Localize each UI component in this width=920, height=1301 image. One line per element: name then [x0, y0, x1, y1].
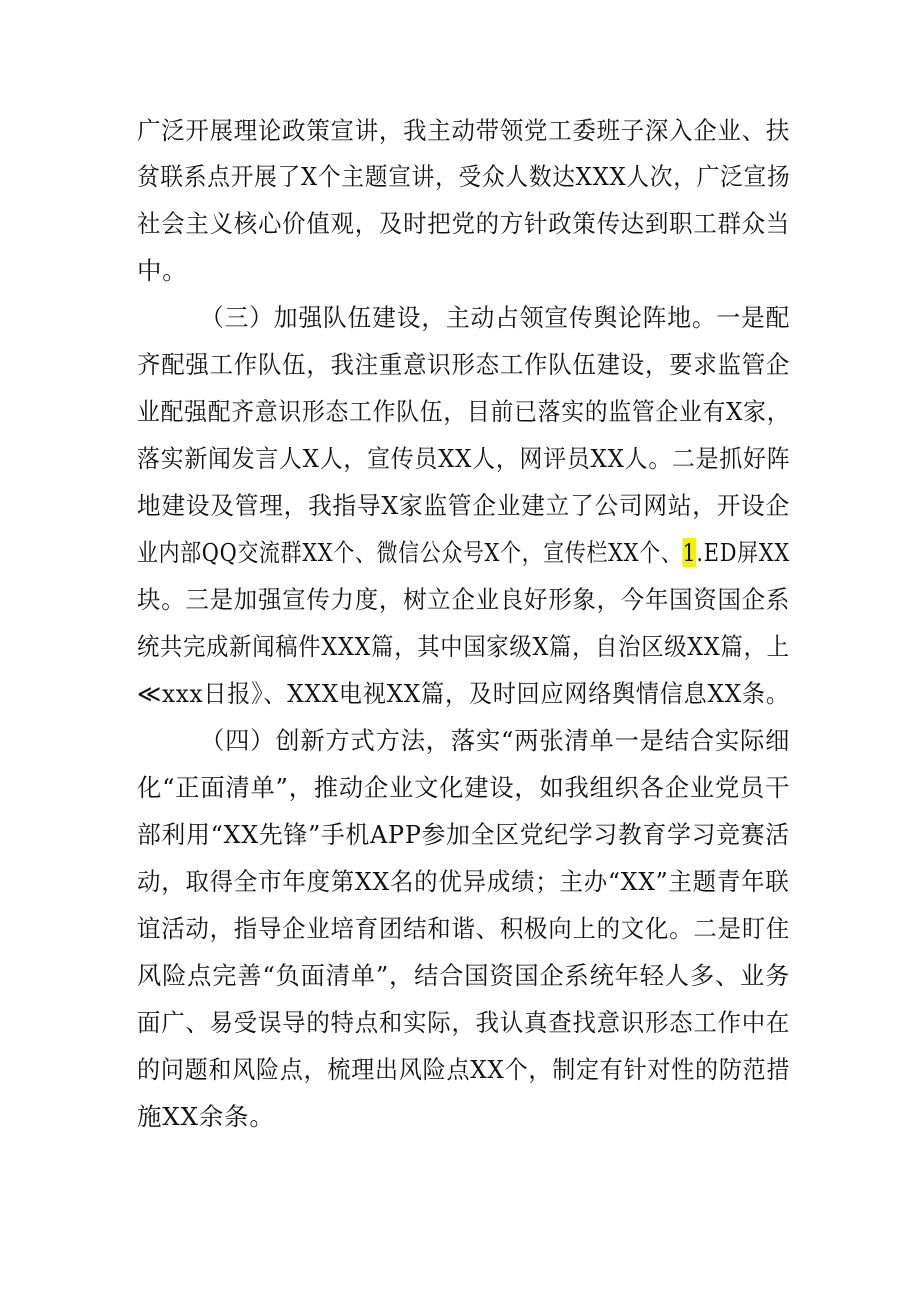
section-heading-line: （三）加强队伍建设，主动占领宣传舆论阵地。一是配	[200, 303, 791, 332]
text-line: 的问题和风险点，梳理出风险点XX个，制定有针对性的防范措	[137, 1055, 791, 1084]
line-text-after: .ED屏XX	[696, 538, 790, 567]
text-line: 谊活动，指导企业培育团结和谐、积极向上的文化。二是盯住	[137, 914, 791, 943]
line-text-before: 业内部QQ交流群XX个、微信公众号X个，宣传栏XX个、	[137, 538, 683, 567]
text-line: 地建设及管理，我指导X家监管企业建立了公司网站，开设企	[137, 491, 791, 520]
text-line: 社会主义核心价值观，及时把党的方针政策传达到职工群众当	[137, 209, 791, 238]
text-line: 风险点完善“负面清单”，结合国资国企系统年轻人多、业务	[137, 961, 791, 990]
text-line: 块。三是加强宣传力度，树立企业良好形象，今年国资国企系	[137, 585, 791, 614]
text-line: 贫联系点开展了X个主题宣讲，受众人数达XXX人次，广泛宣扬	[137, 162, 791, 191]
text-line: 中。	[137, 256, 188, 285]
text-line: ≪xxx日报》、XXX电视XX篇，及时回应网络舆情信息XX条。	[137, 679, 790, 708]
text-line: 统共完成新闻稿件XXX篇，其中国家级X篇，自治区级XX篇，上	[137, 632, 790, 661]
text-line: 施XX余条。	[137, 1102, 275, 1131]
text-line: 部利用“XX先锋”手机APP参加全区党纪学习教育学习竞赛活	[137, 820, 790, 849]
highlighted-text: 1	[682, 538, 697, 567]
text-line: 广泛开展理论政策宣讲，我主动带领党工委班子深入企业、扶	[137, 116, 791, 145]
section-heading-line: （四）创新方式方法，落实“两张清单一是结合实际细	[200, 726, 791, 755]
text-line: 业配强配齐意识形态工作队伍，目前已落实的监管企业有X家，	[137, 397, 791, 426]
text-line: 化“正面清单”，推动企业文化建设，如我组织各企业党员干	[137, 773, 791, 802]
text-line: 落实新闻发言人X人，宣传员XX人，网评员XX人。二是抓好阵	[137, 444, 791, 473]
text-line-with-highlight	[137, 533, 790, 573]
text-line: 齐配强工作队伍，我注重意识形态工作队伍建设，要求监管企	[137, 350, 791, 379]
text-line: 动，取得全市年度第XX名的优异成绩；主办“XX”主题青年联	[137, 867, 790, 896]
text-line: 面广、易受误导的特点和实际，我认真查找意识形态工作中在	[137, 1008, 791, 1037]
